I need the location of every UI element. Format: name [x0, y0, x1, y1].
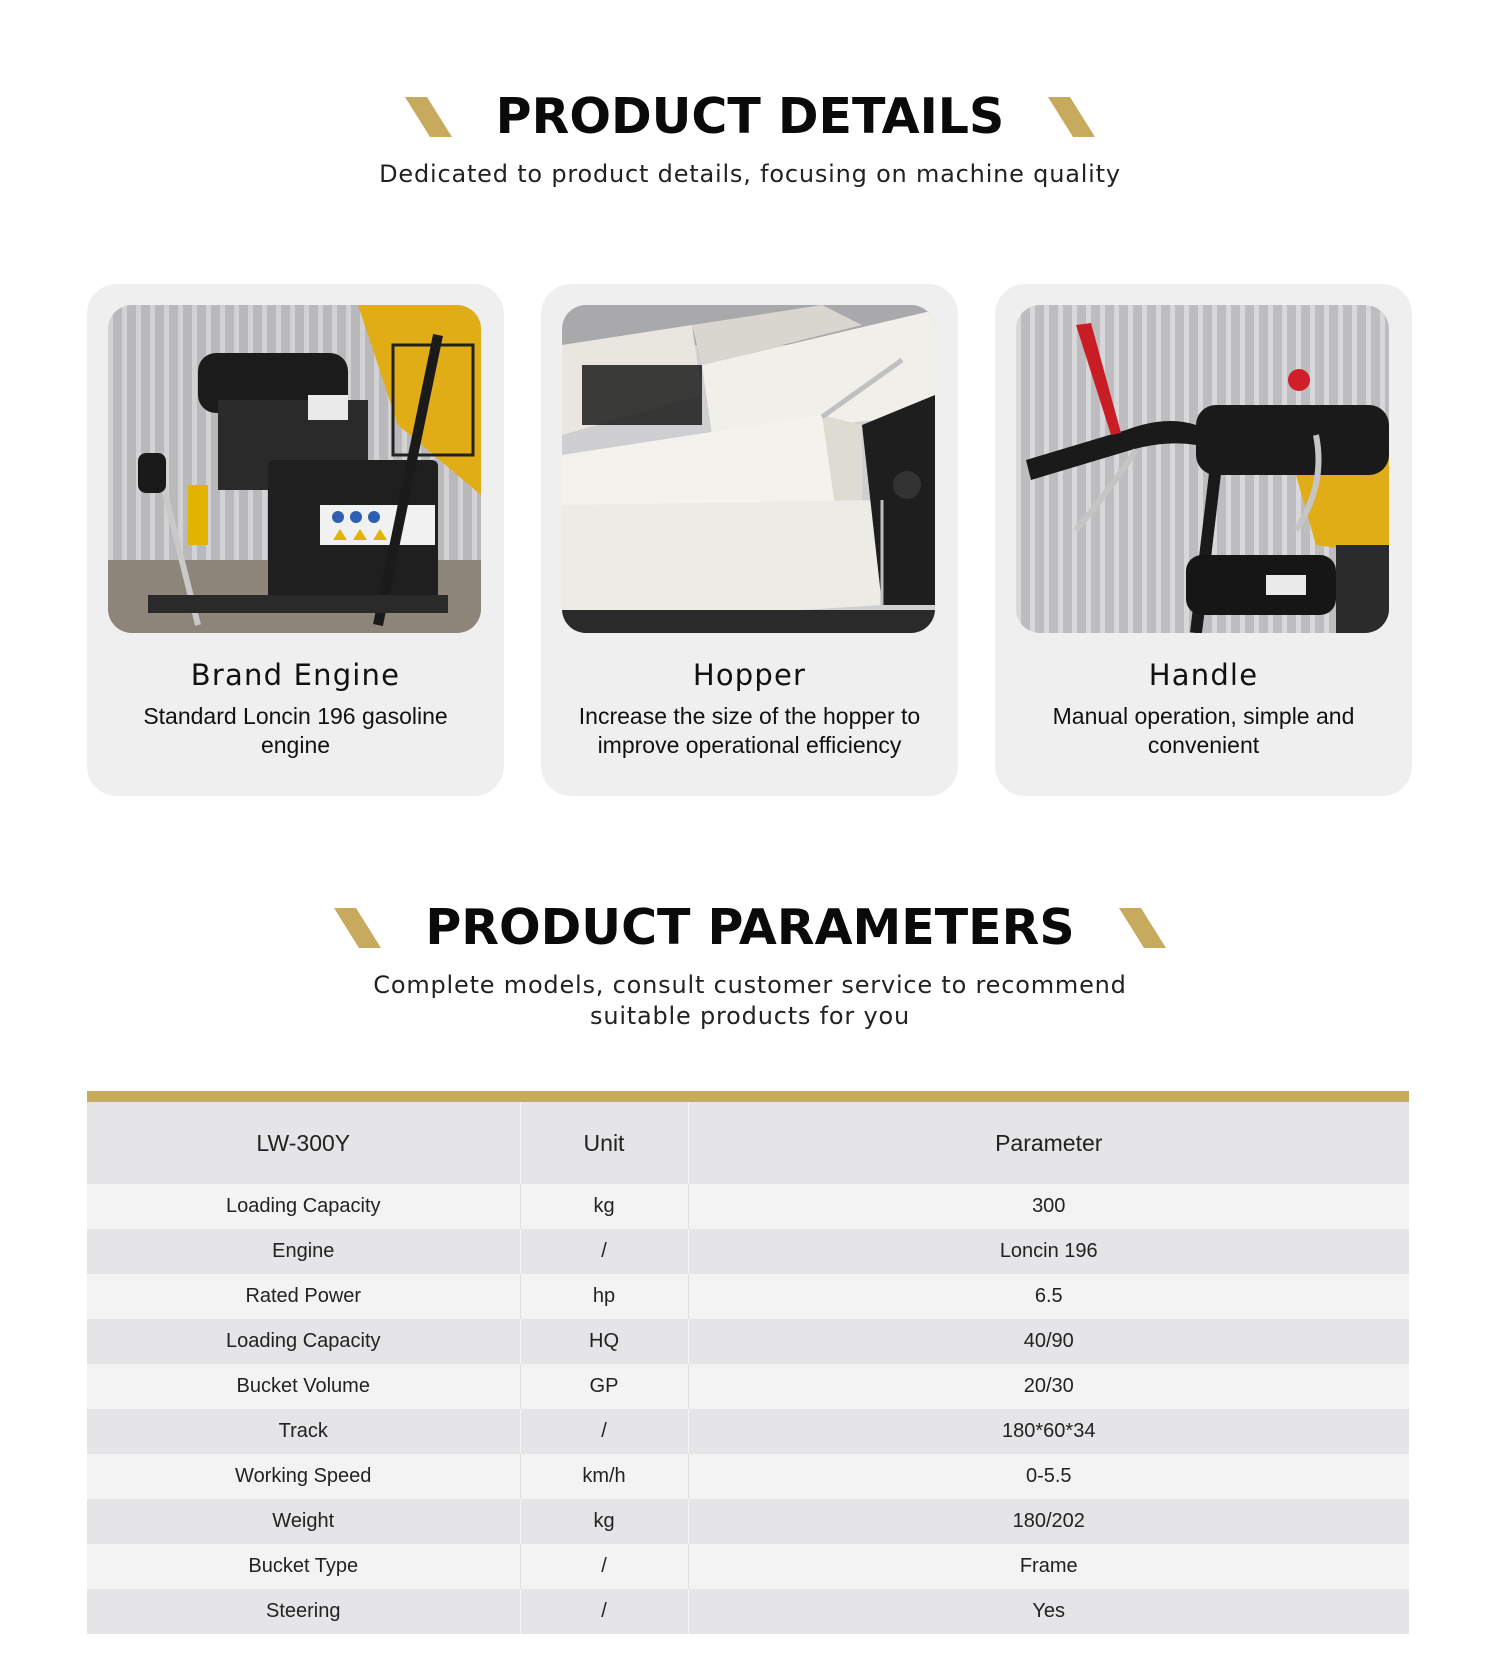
- table-row: [87, 1544, 1409, 1589]
- table-row: [87, 1589, 1409, 1634]
- feature-card: [541, 284, 958, 796]
- table-row: [87, 1409, 1409, 1454]
- param-value: 300: [688, 1184, 1409, 1229]
- param-unit: kg: [520, 1499, 688, 1544]
- param-unit: /: [520, 1409, 688, 1454]
- section-subtitle: Dedicated to product details, focusing on machine quality: [379, 160, 1121, 188]
- column-header-model: LW-300Y: [87, 1102, 520, 1184]
- slash-decoration-icon: [405, 97, 452, 137]
- table-row: [87, 1229, 1409, 1274]
- param-name: Bucket Type: [87, 1544, 520, 1589]
- param-unit: kg: [520, 1184, 688, 1229]
- column-header-unit: Unit: [520, 1102, 688, 1184]
- param-value: Frame: [688, 1544, 1409, 1589]
- table-row: [87, 1499, 1409, 1544]
- param-unit: /: [520, 1229, 688, 1274]
- card-description: Standard Loncin 196 gasoline engine: [143, 703, 448, 758]
- parameters-table: [87, 1102, 1409, 1634]
- column-header-parameter: Parameter: [688, 1102, 1409, 1184]
- param-name: Loading Capacity: [87, 1319, 520, 1364]
- param-name: Weight: [87, 1499, 520, 1544]
- handle-photo: [1016, 305, 1389, 633]
- param-name: Loading Capacity: [87, 1184, 520, 1229]
- table-row: [87, 1319, 1409, 1364]
- section-subtitle: Complete models, consult customer service to recommend suitable products for you: [373, 971, 1127, 1030]
- param-value: 20/30: [688, 1364, 1409, 1409]
- table-row: [87, 1274, 1409, 1319]
- param-name: Rated Power: [87, 1274, 520, 1319]
- param-value: 180/202: [688, 1499, 1409, 1544]
- feature-cards: [87, 284, 1413, 796]
- card-title: Handle: [1148, 658, 1259, 692]
- card-title: Hopper: [692, 658, 807, 692]
- hopper-photo: [562, 305, 935, 633]
- param-value: 6.5: [688, 1274, 1409, 1319]
- param-value: Loncin 196: [688, 1229, 1409, 1274]
- param-name: Working Speed: [87, 1454, 520, 1499]
- section-title: PRODUCT DETAILS: [495, 88, 1005, 145]
- table-row: [87, 1364, 1409, 1409]
- engine-photo: [108, 305, 481, 633]
- slash-decoration-icon: [1119, 908, 1166, 948]
- slash-decoration-icon: [334, 908, 381, 948]
- card-title: Brand Engine: [190, 658, 401, 692]
- param-value: Yes: [688, 1589, 1409, 1634]
- product-parameters-header: [0, 899, 1500, 1032]
- table-row: [87, 1184, 1409, 1229]
- param-value: 40/90: [688, 1319, 1409, 1364]
- parameters-table-wrapper: [87, 1091, 1409, 1634]
- param-unit: HQ: [520, 1319, 688, 1364]
- param-unit: GP: [520, 1364, 688, 1409]
- param-unit: km/h: [520, 1454, 688, 1499]
- param-name: Steering: [87, 1589, 520, 1634]
- param-unit: /: [520, 1589, 688, 1634]
- slash-decoration-icon: [1048, 97, 1095, 137]
- param-name: Track: [87, 1409, 520, 1454]
- param-unit: hp: [520, 1274, 688, 1319]
- param-value: 180*60*34: [688, 1409, 1409, 1454]
- param-unit: /: [520, 1544, 688, 1589]
- param-name: Bucket Volume: [87, 1364, 520, 1409]
- table-header-row: [87, 1102, 1409, 1184]
- table-accent-bar: [87, 1091, 1409, 1102]
- feature-card: [87, 284, 504, 796]
- card-description: Increase the size of the hopper to improve operational efficiency: [578, 703, 921, 758]
- param-value: 0-5.5: [688, 1454, 1409, 1499]
- feature-card: [995, 284, 1412, 796]
- table-row: [87, 1454, 1409, 1499]
- param-name: Engine: [87, 1229, 520, 1274]
- card-description: Manual operation, simple and convenient: [1052, 703, 1355, 758]
- product-details-header: [0, 88, 1500, 190]
- section-title: PRODUCT PARAMETERS: [425, 899, 1075, 956]
